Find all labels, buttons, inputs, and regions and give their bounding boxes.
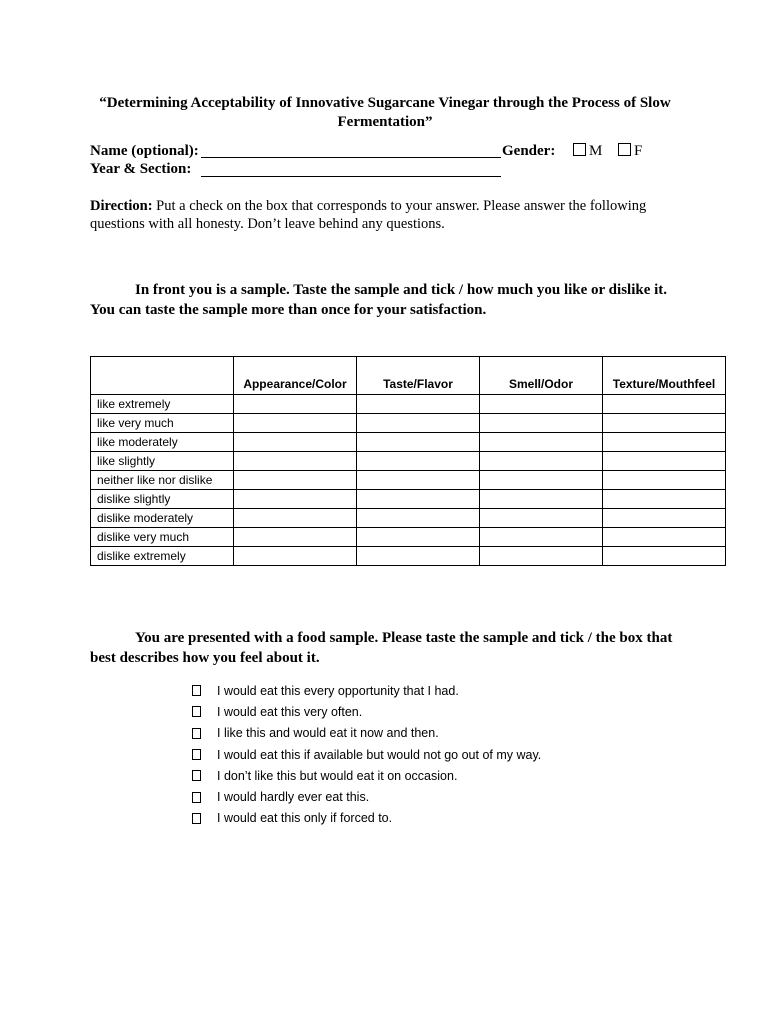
checkbox-icon[interactable] <box>192 770 201 781</box>
rating-cell[interactable] <box>480 547 603 566</box>
rating-cell[interactable] <box>357 490 480 509</box>
rating-cell[interactable] <box>357 547 480 566</box>
rating-cell[interactable] <box>234 452 357 471</box>
row-label: like extremely <box>91 395 234 414</box>
rating-cell[interactable] <box>603 452 726 471</box>
name-field[interactable] <box>201 157 501 158</box>
table-row <box>91 452 726 471</box>
header-texture: Texture/Mouthfeel <box>603 357 726 395</box>
year-section-field[interactable] <box>201 176 501 177</box>
rating-cell[interactable] <box>480 490 603 509</box>
header-blank <box>91 357 234 395</box>
row-label: dislike very much <box>91 528 234 547</box>
row-label: dislike slightly <box>91 490 234 509</box>
rating-cell[interactable] <box>234 433 357 452</box>
table-row <box>91 414 726 433</box>
table-row <box>91 471 726 490</box>
gender-option-m[interactable] <box>573 143 602 160</box>
table-row <box>91 395 726 414</box>
list-item[interactable] <box>192 808 541 829</box>
checkbox-icon[interactable] <box>192 728 201 739</box>
gender-m-label: M <box>589 143 603 159</box>
gender-label: Gender: <box>502 143 556 159</box>
instruction-rating <box>90 280 690 320</box>
option-label: I would eat this every opportunity that I had. <box>217 683 459 698</box>
rating-cell[interactable] <box>603 471 726 490</box>
header-taste: Taste/Flavor <box>357 357 480 395</box>
rating-cell[interactable] <box>603 433 726 452</box>
rating-table <box>90 356 726 566</box>
rating-cell[interactable] <box>603 395 726 414</box>
list-item[interactable] <box>192 701 541 722</box>
rating-cell[interactable] <box>603 490 726 509</box>
option-label: I would hardly ever eat this. <box>217 790 370 805</box>
option-label: I would eat this if available but would not go out of my way. <box>217 747 542 762</box>
rating-cell[interactable] <box>357 452 480 471</box>
rating-table-header-row <box>91 357 726 395</box>
instruction-food-action <box>90 628 690 668</box>
name-label: Name (optional): <box>90 143 199 159</box>
rating-cell[interactable] <box>480 471 603 490</box>
table-row <box>91 433 726 452</box>
rating-cell[interactable] <box>603 547 726 566</box>
checkbox-icon[interactable] <box>192 813 201 824</box>
list-item[interactable] <box>192 744 541 765</box>
rating-cell[interactable] <box>480 509 603 528</box>
direction-text <box>90 197 690 233</box>
table-row <box>91 528 726 547</box>
table-row <box>91 490 726 509</box>
table-row <box>91 509 726 528</box>
rating-cell[interactable] <box>357 414 480 433</box>
rating-cell[interactable] <box>357 528 480 547</box>
rating-cell[interactable] <box>234 395 357 414</box>
row-label: like very much <box>91 414 234 433</box>
rating-cell[interactable] <box>603 528 726 547</box>
rating-cell[interactable] <box>480 528 603 547</box>
list-item[interactable] <box>192 786 541 807</box>
year-section-label: Year & Section: <box>90 161 192 177</box>
header-smell: Smell/Odor <box>480 357 603 395</box>
gender-f-label: F <box>634 143 643 159</box>
rating-cell[interactable] <box>234 471 357 490</box>
direction-label: Direction: <box>90 198 153 214</box>
checkbox-icon[interactable] <box>192 749 201 760</box>
rating-cell[interactable] <box>357 395 480 414</box>
rating-cell[interactable] <box>480 395 603 414</box>
header-appearance: Appearance/Color <box>234 357 357 395</box>
option-label: I like this and would eat it now and then. <box>217 726 439 741</box>
gender-m-checkbox[interactable] <box>573 143 586 156</box>
rating-cell[interactable] <box>357 433 480 452</box>
list-item[interactable] <box>192 765 541 786</box>
list-item[interactable] <box>192 680 541 701</box>
rating-cell[interactable] <box>603 509 726 528</box>
checkbox-icon[interactable] <box>192 792 201 803</box>
instruction-food-action-text: You are presented with a food sample. Please taste the sample and tick / the box that best describes how you feel about it. <box>90 630 673 666</box>
food-action-list <box>192 680 541 829</box>
option-label: I would eat this very often. <box>217 704 363 719</box>
row-label: like moderately <box>91 433 234 452</box>
rating-cell[interactable] <box>357 509 480 528</box>
row-label: neither like nor dislike <box>91 471 234 490</box>
rating-cell[interactable] <box>480 452 603 471</box>
rating-cell[interactable] <box>603 414 726 433</box>
gender-option-f[interactable] <box>618 143 642 160</box>
option-label: I would eat this only if forced to. <box>217 811 393 826</box>
checkbox-icon[interactable] <box>192 706 201 717</box>
rating-cell[interactable] <box>480 433 603 452</box>
list-item[interactable] <box>192 723 541 744</box>
rating-cell[interactable] <box>234 528 357 547</box>
option-label: I don’t like this but would eat it on occasion. <box>217 768 458 783</box>
table-row <box>91 547 726 566</box>
form-title: “Determining Acceptability of Innovative Sugarcane Vinegar through the Process of Slow Fermentation” <box>99 95 671 130</box>
rating-cell[interactable] <box>357 471 480 490</box>
rating-cell[interactable] <box>480 414 603 433</box>
rating-cell[interactable] <box>234 490 357 509</box>
rating-cell[interactable] <box>234 509 357 528</box>
rating-cell[interactable] <box>234 547 357 566</box>
row-label: dislike extremely <box>91 547 234 566</box>
instruction-rating-text: In front you is a sample. Taste the sample and tick / how much you like or dislike it. You can taste the sample more than once for your satisfaction. <box>90 282 668 318</box>
gender-f-checkbox[interactable] <box>618 143 631 156</box>
checkbox-icon[interactable] <box>192 685 201 696</box>
row-label: like slightly <box>91 452 234 471</box>
row-label: dislike moderately <box>91 509 234 528</box>
direction-body: Put a check on the box that corresponds to your answer. Please answer the following questions with all honesty. Don’t leave behind any questions. <box>90 198 647 232</box>
rating-cell[interactable] <box>234 414 357 433</box>
